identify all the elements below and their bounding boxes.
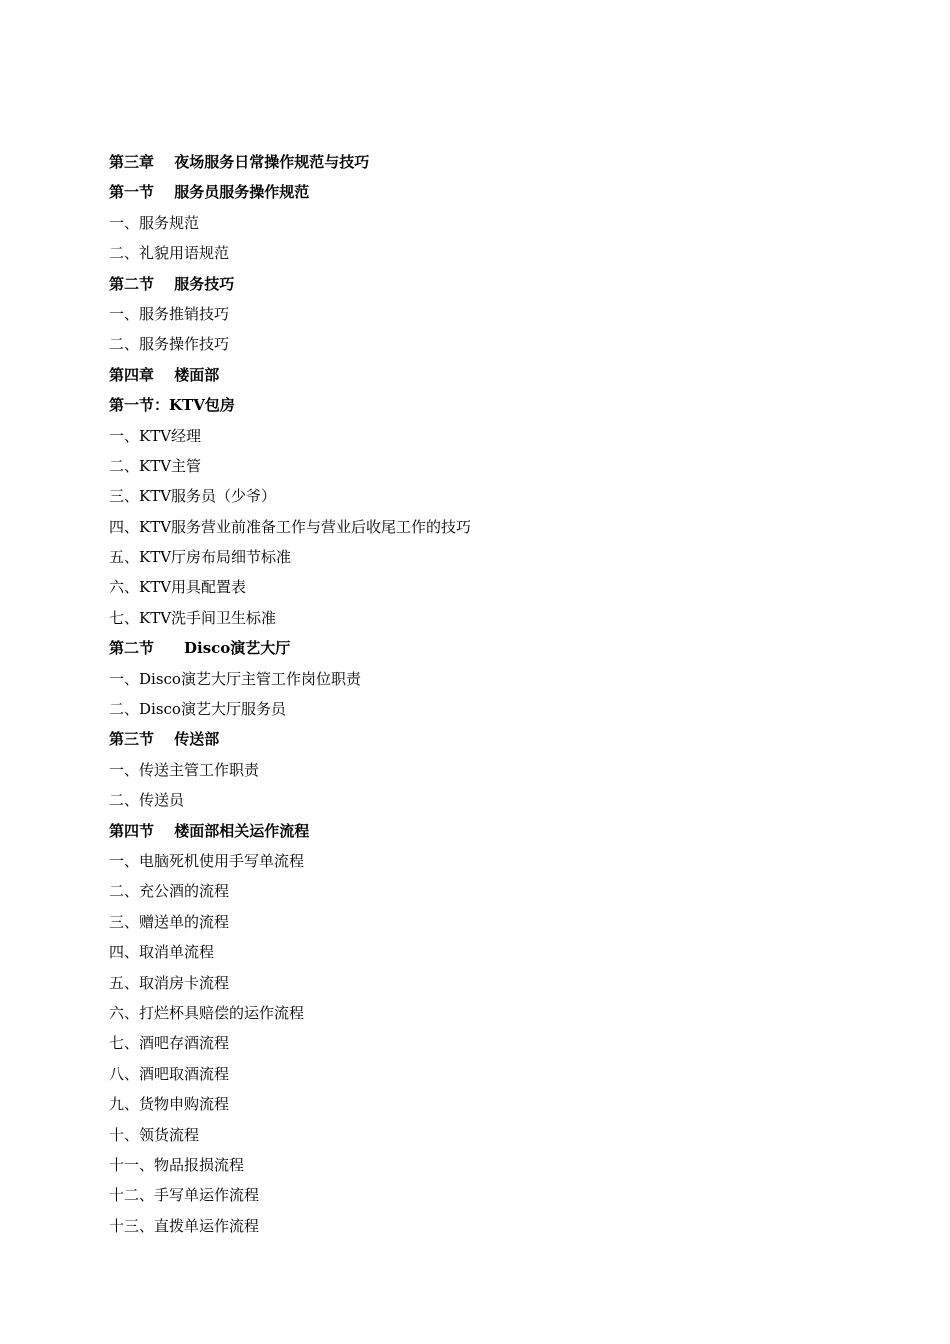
list-item: 四、KTV服务营业前准备工作与营业后收尾工作的技巧 — [109, 517, 472, 536]
list-item: 六、打烂杯具赔偿的运作流程 — [109, 1003, 305, 1022]
list-item: 二、KTV主管 — [109, 456, 202, 475]
list-item: 五、取消房卡流程 — [109, 973, 230, 992]
list-item: 六、KTV用具配置表 — [109, 578, 247, 597]
chapter-4-heading: 第四章 楼面部 — [109, 365, 220, 384]
chapter-3-heading: 第三章 夜场服务日常操作规范与技巧 — [109, 153, 370, 171]
list-item: 七、酒吧存酒流程 — [109, 1034, 230, 1053]
list-item: 二、Disco演艺大厅服务员 — [109, 700, 286, 719]
section-heading: 第二节 服务技巧 — [109, 274, 235, 293]
section-heading: 第一节：KTV包房 — [109, 396, 235, 415]
list-item: 七、KTV洗手间卫生标准 — [109, 608, 277, 627]
list-item: 十二、手写单运作流程 — [109, 1186, 260, 1205]
list-item: 九、货物申购流程 — [109, 1095, 230, 1114]
table-of-contents — [109, 147, 869, 1241]
section-heading: 第二节 Disco演艺大厅 — [109, 639, 291, 658]
list-item: 一、服务规范 — [109, 213, 200, 232]
list-item: 三、赠送单的流程 — [109, 912, 230, 931]
list-item: 二、充公酒的流程 — [109, 882, 230, 901]
section-heading: 第三节 传送部 — [109, 730, 220, 749]
list-item: 二、传送员 — [109, 791, 185, 810]
section-heading: 第四节 楼面部相关运作流程 — [109, 821, 310, 840]
list-item: 三、KTV服务员（少爷） — [109, 487, 277, 506]
section-heading: 第一节 服务员服务操作规范 — [109, 183, 310, 202]
list-item: 五、KTV厅房布局细节标准 — [109, 548, 292, 567]
list-item: 二、礼貌用语规范 — [109, 244, 230, 263]
list-item: 一、服务推销技巧 — [109, 304, 230, 323]
list-item: 十、领货流程 — [109, 1125, 200, 1144]
list-item: 二、服务操作技巧 — [109, 335, 230, 354]
list-item: 一、电脑死机使用手写单流程 — [109, 851, 305, 870]
list-item: 十一、物品报损流程 — [109, 1155, 245, 1174]
list-item: 一、Disco演艺大厅主管工作岗位职责 — [109, 669, 361, 688]
list-item: 一、传送主管工作职责 — [109, 760, 260, 779]
list-item: 一、KTV经理 — [109, 426, 202, 445]
list-item: 四、取消单流程 — [109, 943, 215, 962]
list-item: 十三、直拨单运作流程 — [109, 1216, 260, 1235]
list-item: 八、酒吧取酒流程 — [109, 1064, 230, 1083]
